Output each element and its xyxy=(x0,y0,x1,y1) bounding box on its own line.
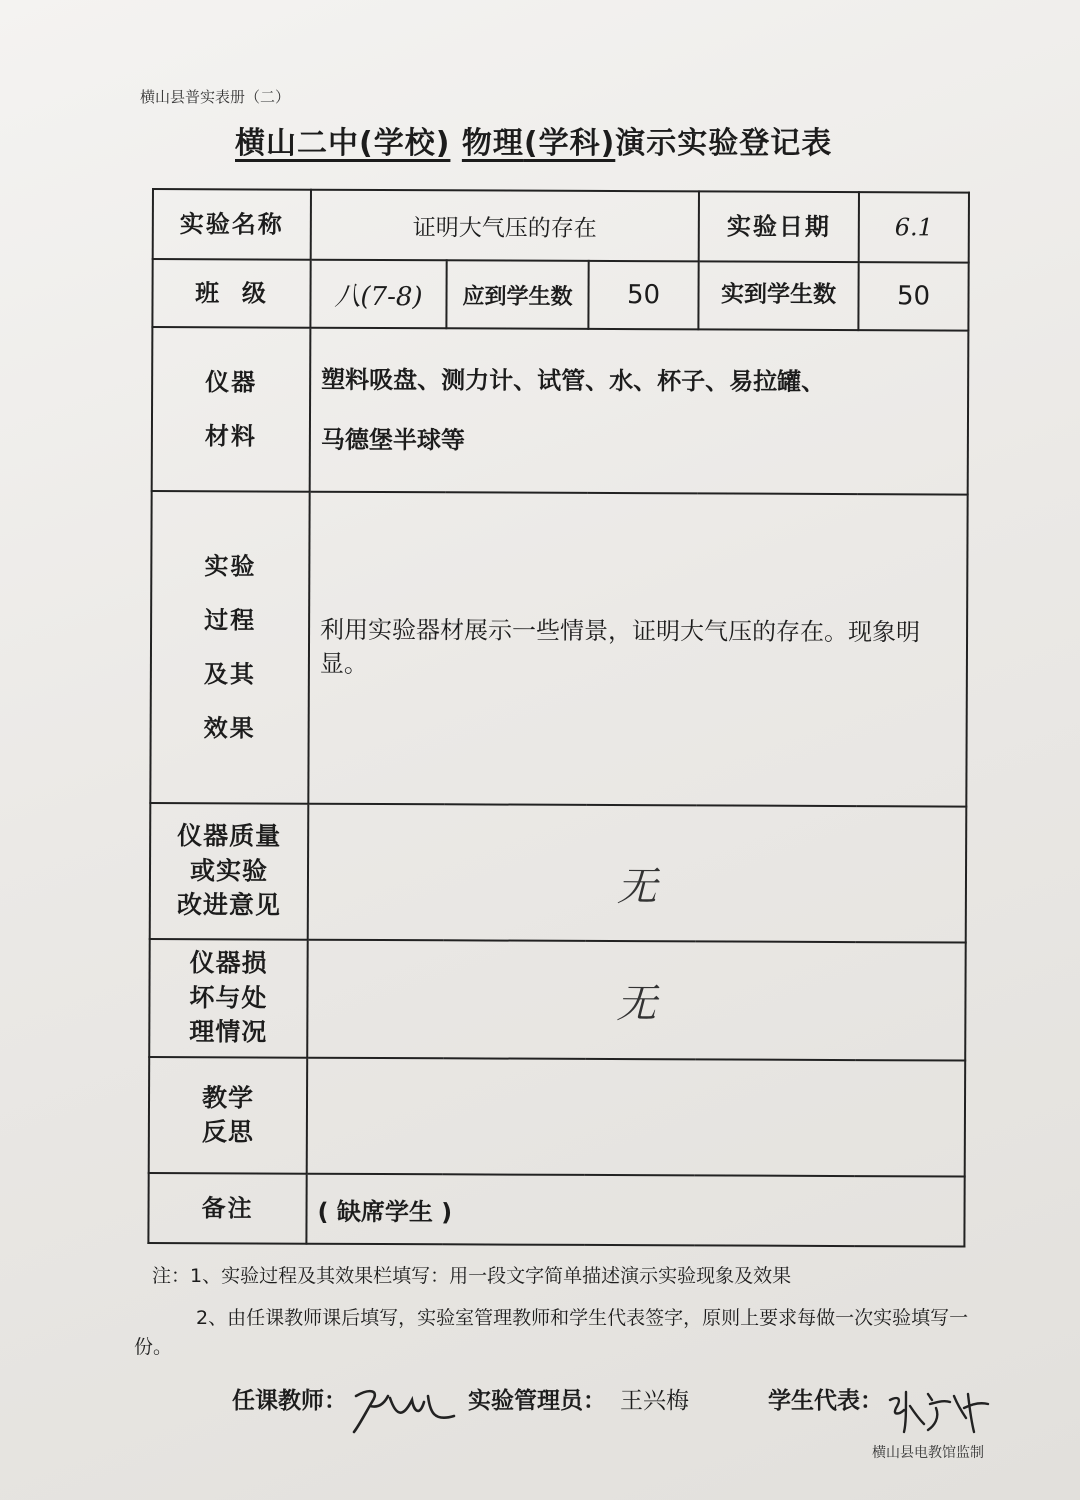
series-label: 横山县普实表册（二） xyxy=(140,88,291,106)
materials-line-2: 马德堡半球等 xyxy=(320,425,465,455)
teacher-signature[interactable] xyxy=(350,1382,460,1444)
student-rep-label: 学生代表： xyxy=(768,1388,883,1414)
document-title xyxy=(235,118,935,162)
title-school: 横山二中 xyxy=(235,126,359,161)
note-2: 2、由任课教师课后填写，实验室管理教师和学生代表签字，原则上要求每做一次实验填写一份。 xyxy=(134,1307,969,1358)
student-rep-signature-stroke xyxy=(884,1382,994,1436)
actual-count-label: 实到学生数 xyxy=(698,261,858,330)
materials-line-1: 塑料吸盘、测力计、试管、水、杯子、易拉罐、 xyxy=(321,365,826,396)
process-label-line-3: 及其 xyxy=(203,660,256,689)
reflection-label-line-2: 反思 xyxy=(201,1117,254,1147)
process-label xyxy=(150,491,309,804)
signature-row xyxy=(232,1372,1012,1432)
quality-field[interactable] xyxy=(308,804,967,943)
damage-label-line-2: 坏与处 xyxy=(189,982,268,1013)
class-label: 班 级 xyxy=(152,259,310,328)
damage-field[interactable] xyxy=(307,940,966,1061)
reflection-field[interactable] xyxy=(307,1058,966,1177)
title-subject-suffix: (学科) xyxy=(523,126,616,161)
process-label-line-1: 实验 xyxy=(204,552,257,581)
reflection-label-line-1: 教学 xyxy=(201,1082,255,1112)
reflection-label xyxy=(149,1057,308,1174)
process-text: 利用实验器材展示一些情景，证明大气压的存在。现象明显。 xyxy=(319,616,921,678)
damage-value: 无 xyxy=(616,980,657,1027)
date-field[interactable]: 6.1 xyxy=(859,192,969,262)
damage-label-line-1: 仪器损 xyxy=(189,948,268,978)
process-field[interactable] xyxy=(308,492,967,807)
expected-count-label: 应到学生数 xyxy=(446,260,588,329)
process-label-line-4: 效果 xyxy=(203,714,256,743)
process-label-line-2: 过程 xyxy=(204,606,257,635)
quality-value: 无 xyxy=(616,863,658,910)
title-subject: 物理 xyxy=(461,126,524,161)
class-field[interactable]: 八(7-8) xyxy=(310,260,446,329)
quality-label xyxy=(150,803,309,940)
teacher-label: 任课教师： xyxy=(232,1388,347,1414)
damage-label xyxy=(149,939,308,1058)
teacher-signature-stroke xyxy=(350,1382,460,1436)
title-rest: 演示实验登记表 xyxy=(615,126,833,161)
actual-count-field[interactable]: 50 xyxy=(858,262,968,330)
student-rep-signature[interactable] xyxy=(884,1382,994,1444)
materials-label-line-1: 仪器 xyxy=(205,368,258,397)
damage-label-line-3: 理情况 xyxy=(189,1017,268,1047)
quality-label-line-2: 或实验 xyxy=(189,855,269,886)
experiment-form-table xyxy=(147,188,970,1248)
experiment-name-field[interactable]: 证明大气压的存在 xyxy=(311,190,699,262)
admin-name: 王兴梅 xyxy=(620,1388,689,1414)
footer-org: 横山县电教馆监制 xyxy=(872,1445,984,1461)
remark-label: 备注 xyxy=(148,1173,306,1244)
quality-label-line-1: 仪器质量 xyxy=(177,821,282,851)
materials-field[interactable] xyxy=(310,328,969,495)
admin-label: 实验管理员： xyxy=(468,1388,606,1414)
expected-count-field[interactable]: 50 xyxy=(588,261,698,329)
experiment-name-label: 实验名称 xyxy=(153,189,311,260)
materials-label xyxy=(152,327,311,492)
title-school-suffix: (学校) xyxy=(359,126,451,161)
materials-label-line-2: 材料 xyxy=(204,422,257,451)
note-1: 注：1、实验过程及其效果栏填写：用一段文字简单描述演示实验现象及效果 xyxy=(152,1265,792,1287)
date-label: 实验日期 xyxy=(699,191,859,262)
remark-field[interactable]: ( 缺席学生 ) xyxy=(306,1174,964,1247)
quality-label-line-3: 改进意见 xyxy=(176,890,281,920)
